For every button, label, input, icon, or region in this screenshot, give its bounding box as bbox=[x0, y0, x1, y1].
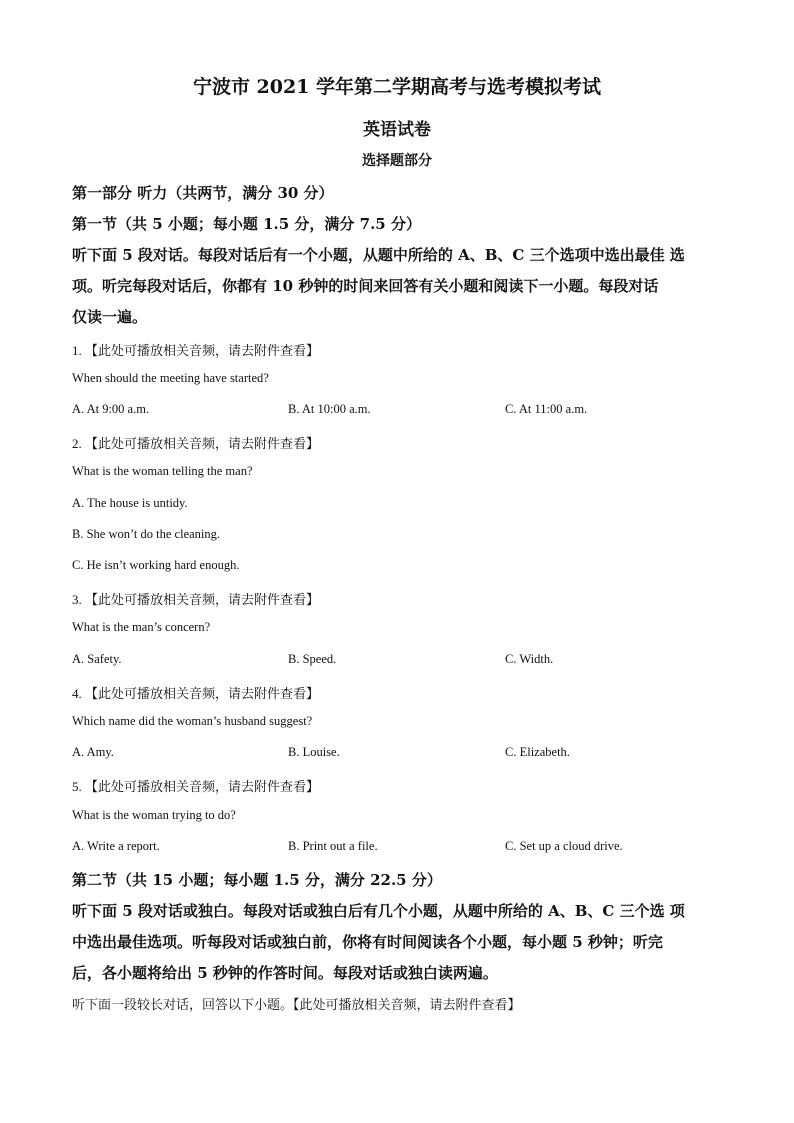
question-4-audio-link[interactable]: 4. 【此处可播放相关音频，请去附件查看】 bbox=[72, 686, 320, 701]
question-1-audio-link[interactable]: 1. 【此处可播放相关音频，请去附件查看】 bbox=[72, 343, 320, 358]
question-5-option-c: C. Set up a cloud drive. bbox=[505, 839, 623, 853]
question-1-stem: When should the meeting have started? bbox=[72, 371, 269, 385]
question-3-audio-link[interactable]: 3. 【此处可播放相关音频，请去附件查看】 bbox=[72, 592, 320, 607]
section2-heading: 第二节（共 15 小题；每小题 1.5 分，满分 22.5 分） bbox=[72, 871, 442, 889]
question-1-option-a: A. At 9:00 a.m. bbox=[72, 402, 150, 416]
question-1-option-b: B. At 10:00 a.m. bbox=[288, 402, 371, 416]
section-type: 选择题部分 bbox=[362, 153, 432, 169]
section1-instruction-line: 听下面 5 段对话。每段对话后有一个小题，从题中所给的 A、B、C 三个选项中选出最佳 选 bbox=[72, 246, 685, 264]
question-4-option-b: B. Louise. bbox=[288, 745, 340, 759]
question-3-option-c: C. Width. bbox=[505, 652, 554, 666]
section2-instruction-line: 听下面 5 段对话或独白。每段对话或独白后有几个小题，从题中所给的 A、B、C 三个选 项 bbox=[72, 902, 685, 920]
section2-audio-note[interactable]: 听下面一段较长对话，回答以下小题。【此处可播放相关音频，请去附件查看】 bbox=[72, 997, 521, 1012]
question-4-option-a: A. Amy. bbox=[72, 745, 114, 759]
part1-heading: 第一部分 听力（共两节，满分 30 分） bbox=[72, 184, 334, 202]
question-4-stem: Which name did the woman’s husband suggest? bbox=[72, 714, 313, 728]
question-2-option-c: C. He isn’t working hard enough. bbox=[72, 558, 240, 572]
question-1-option-c: C. At 11:00 a.m. bbox=[505, 402, 588, 416]
question-5-option-a: A. Write a report. bbox=[72, 839, 160, 853]
question-3-stem: What is the man’s concern? bbox=[72, 620, 211, 634]
section2-instruction-line: 中选出最佳选项。听每段对话或独白前，你将有时间阅读各个小题，每小题 5 秒钟；听完 bbox=[72, 933, 663, 951]
exam-subject: 英语试卷 bbox=[363, 120, 431, 140]
question-2-stem: What is the woman telling the man? bbox=[72, 464, 253, 478]
question-2-option-b: B. She won’t do the cleaning. bbox=[72, 527, 221, 541]
question-2-audio-link[interactable]: 2. 【此处可播放相关音频，请去附件查看】 bbox=[72, 436, 320, 451]
exam-title: 宁波市 2021 学年第二学期高考与选考模拟考试 bbox=[192, 76, 602, 98]
section1-instruction-line: 仅读一遍。 bbox=[72, 308, 148, 326]
question-3-option-b: B. Speed. bbox=[288, 652, 337, 666]
question-2-option-a: A. The house is untidy. bbox=[72, 496, 188, 510]
question-4-option-c: C. Elizabeth. bbox=[505, 745, 570, 759]
section1-heading: 第一节（共 5 小题；每小题 1.5 分，满分 7.5 分） bbox=[72, 215, 421, 233]
question-5-audio-link[interactable]: 5. 【此处可播放相关音频，请去附件查看】 bbox=[72, 779, 320, 794]
question-5-option-b: B. Print out a file. bbox=[288, 839, 378, 853]
section2-instruction-line: 后，各小题将给出 5 秒钟的作答时间。每段对话或独白读两遍。 bbox=[72, 964, 498, 982]
section1-instruction-line: 项。听完每段对话后，你都有 10 秒钟的时间来回答有关小题和阅读下一小题。每段对话 bbox=[72, 277, 659, 295]
question-3-option-a: A. Safety. bbox=[72, 652, 122, 666]
question-5-stem: What is the woman trying to do? bbox=[72, 808, 236, 822]
